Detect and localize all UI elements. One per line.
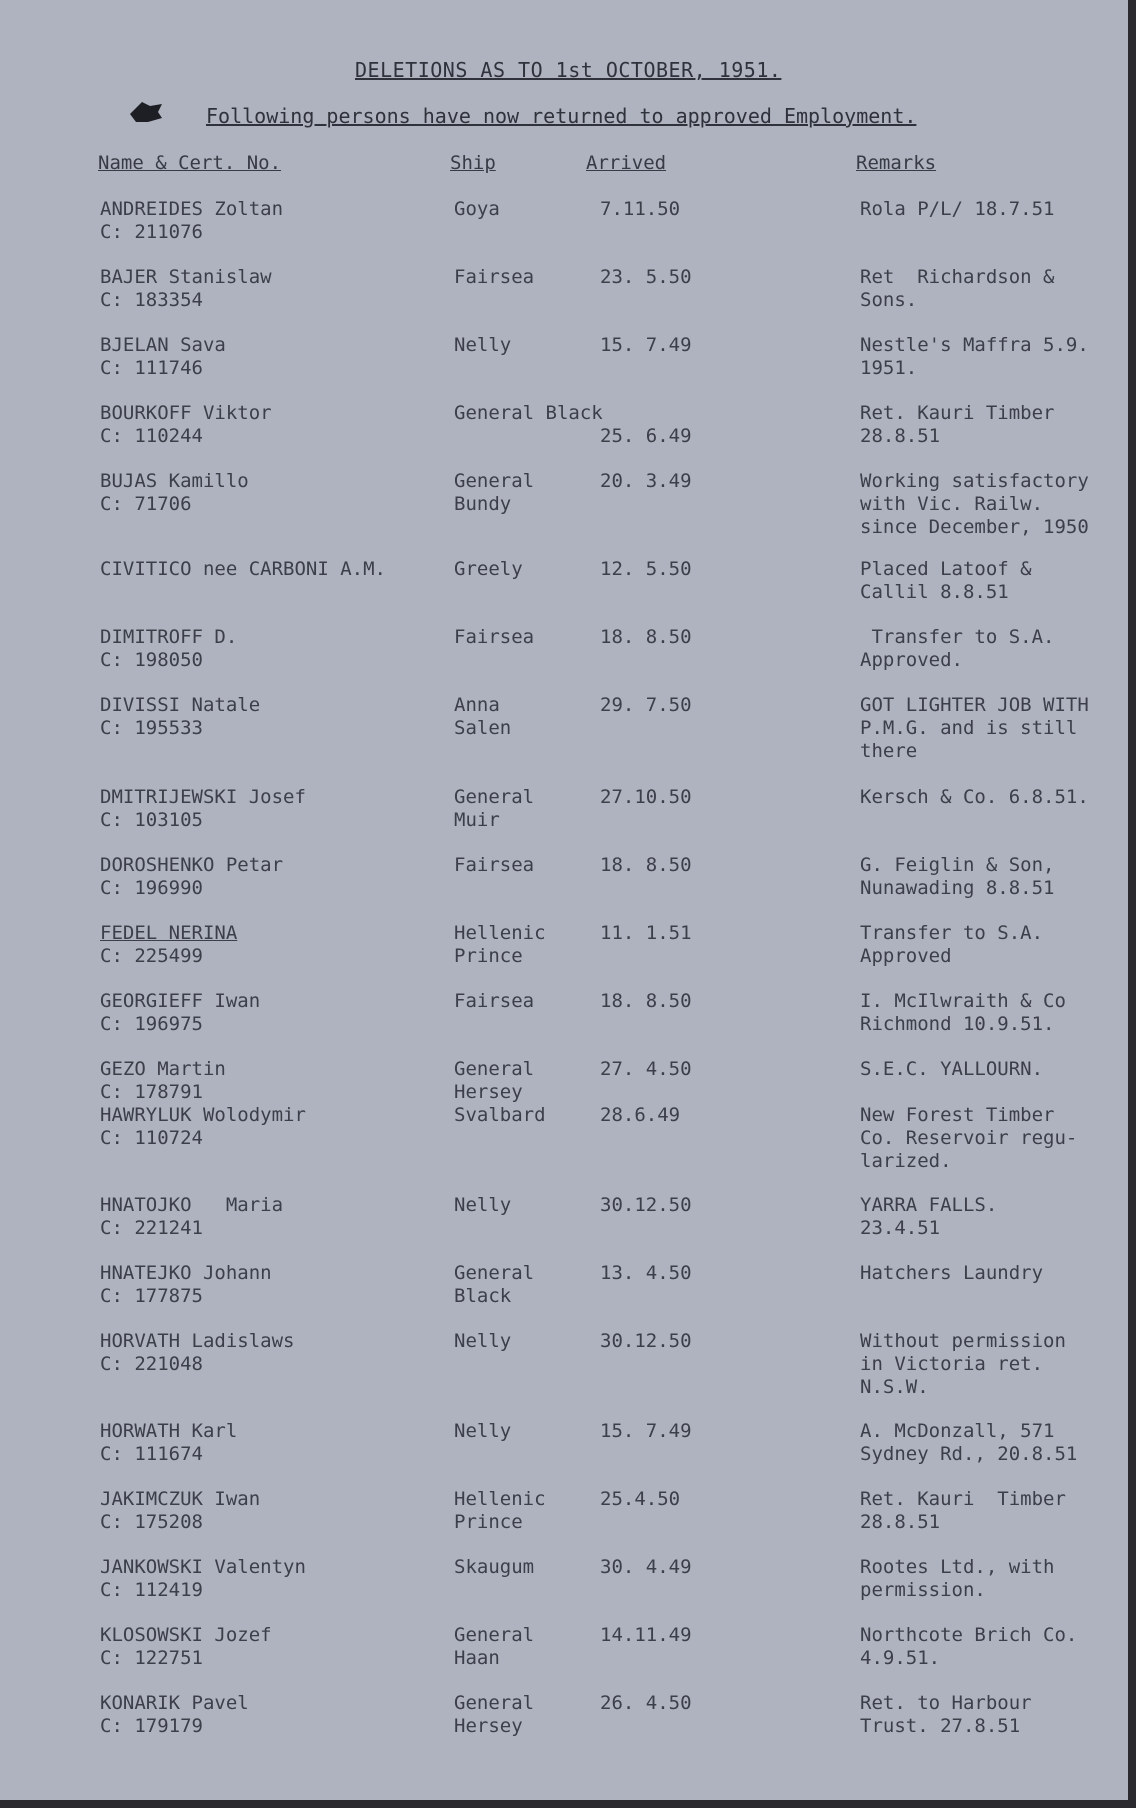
row-name: JANKOWSKI Valentyn (100, 1556, 306, 1578)
row-name: KLOSOWSKI Jozef (100, 1624, 272, 1646)
row-cert: C: 196975 (100, 1013, 203, 1035)
row-cert: C: 221048 (100, 1353, 203, 1375)
row-ship: General Haan (454, 1624, 535, 1669)
row-name: KONARIK Pavel (100, 1692, 249, 1714)
row-cert: C: 196990 (100, 877, 203, 899)
column-header-name: Name & Cert. No. (98, 152, 282, 174)
row-arrived: 11. 1.51 (600, 922, 692, 944)
row-name: HNATOJKO Maria (100, 1194, 284, 1216)
row-name: DOROSHENKO Petar (100, 854, 284, 876)
row-arrived: 28.6.49 (600, 1104, 681, 1126)
row-cert: C: 112419 (100, 1579, 203, 1601)
row-remarks: Rootes Ltd., with permission. (860, 1556, 1055, 1601)
row-remarks: GOT LIGHTER JOB WITH P.M.G. and is still there (860, 694, 1089, 762)
row-remarks: G. Feiglin & Son, Nunawading 8.8.51 (860, 854, 1055, 899)
row-name: HORWATH Karl (100, 1420, 238, 1442)
row-name: BUJAS Kamillo (100, 470, 249, 492)
row-name: DIMITROFF D. (100, 626, 238, 648)
row-remarks: YARRA FALLS. 23.4.51 (860, 1194, 998, 1239)
row-ship: General Hersey (454, 1692, 535, 1737)
row-ship: Nelly (454, 1330, 512, 1352)
row-arrived: 29. 7.50 (600, 694, 692, 716)
row-remarks: Transfer to S.A. Approved. (860, 626, 1055, 671)
document-subtitle: Following persons have now returned to approved Employment. (206, 104, 917, 128)
row-ship: Nelly (454, 334, 512, 356)
row-ship: Fairsea (454, 990, 535, 1012)
row-arrived: 27. 4.50 (600, 1058, 692, 1080)
row-arrived: 18. 8.50 (600, 854, 692, 876)
row-ship: Nelly (454, 1194, 512, 1216)
column-header-arrived: Arrived (586, 152, 667, 174)
row-cert: C: 111746 (100, 357, 203, 379)
row-arrived: 30. 4.49 (600, 1556, 692, 1578)
row-ship: General Hersey (454, 1058, 535, 1103)
row-arrived: 27.10.50 (600, 786, 692, 808)
row-ship: Hellenic Prince (454, 922, 546, 967)
row-remarks: A. McDonzall, 571 Sydney Rd., 20.8.51 (860, 1420, 1078, 1465)
row-arrived: 18. 8.50 (600, 626, 692, 648)
row-cert: C: 179179 (100, 1715, 203, 1737)
row-remarks: Northcote Brich Co. 4.9.51. (860, 1624, 1078, 1669)
row-name: DIVISSI Natale (100, 694, 261, 716)
row-cert: C: 195533 (100, 717, 203, 739)
row-remarks: Ret. Kauri Timber 28.8.51 (860, 402, 1055, 447)
row-cert: C: 178791 (100, 1081, 203, 1103)
row-remarks: Rola P/L/ 18.7.51 (860, 198, 1055, 220)
row-arrived: 14.11.49 (600, 1624, 692, 1646)
row-arrived: 7.11.50 (600, 198, 681, 220)
row-name: DMITRIJEWSKI Josef (100, 786, 306, 808)
row-arrived: 15. 7.49 (600, 1420, 692, 1442)
row-arrived: 23. 5.50 (600, 266, 692, 288)
row-name: BAJER Stanislaw (100, 266, 272, 288)
row-ship: Hellenic Prince (454, 1488, 546, 1533)
row-remarks: New Forest Timber Co. Reservoir regu- larized. (860, 1104, 1078, 1172)
row-name: GEZO Martin (100, 1058, 226, 1080)
row-remarks: Transfer to S.A. Approved (860, 922, 1044, 967)
row-name: FEDEL NERINA (100, 922, 238, 944)
row-name: CIVITICO nee CARBONI A.M. (100, 558, 386, 580)
row-cert: C: 175208 (100, 1511, 203, 1533)
row-cert: C: 111674 (100, 1443, 203, 1465)
row-arrived: 15. 7.49 (600, 334, 692, 356)
row-cert: C: 110724 (100, 1127, 203, 1149)
row-ship: General Muir (454, 786, 535, 831)
row-remarks: Hatchers Laundry (860, 1262, 1044, 1284)
row-remarks: Working satisfactory with Vic. Railw. since December, 1950 (860, 470, 1089, 538)
row-cert: C: 177875 (100, 1285, 203, 1307)
row-cert: C: 122751 (100, 1647, 203, 1669)
row-remarks: Ret. Kauri Timber 28.8.51 (860, 1488, 1066, 1533)
row-arrived: 25.4.50 (600, 1488, 681, 1510)
row-remarks: Ret Richardson & Sons. (860, 266, 1055, 311)
row-ship: Nelly (454, 1420, 512, 1442)
row-remarks: Without permission in Victoria ret. N.S.W. (860, 1330, 1066, 1398)
row-cert: C: 103105 (100, 809, 203, 831)
row-cert: C: 221241 (100, 1217, 203, 1239)
row-ship: General Black (454, 402, 603, 424)
row-cert: C: 71706 (100, 493, 192, 515)
row-name: HAWRYLUK Wolodymir (100, 1104, 306, 1126)
row-arrived: 30.12.50 (600, 1194, 692, 1216)
row-arrived: 25. 6.49 (600, 425, 692, 447)
row-name: HORVATH Ladislaws (100, 1330, 295, 1352)
row-ship: Fairsea (454, 854, 535, 876)
row-ship: Goya (454, 198, 500, 220)
row-ship: Anna Salen (454, 694, 512, 739)
row-remarks: Placed Latoof & Callil 8.8.51 (860, 558, 1032, 603)
row-remarks: Ret. to Harbour Trust. 27.8.51 (860, 1692, 1032, 1737)
row-remarks: S.E.C. YALLOURN. (860, 1058, 1044, 1080)
row-cert: C: 225499 (100, 945, 203, 967)
row-ship: General Black (454, 1262, 535, 1307)
row-arrived: 30.12.50 (600, 1330, 692, 1352)
row-ship: Skaugum (454, 1556, 535, 1578)
row-ship: General Bundy (454, 470, 535, 515)
row-name: JAKIMCZUK Iwan (100, 1488, 261, 1510)
row-cert: C: 198050 (100, 649, 203, 671)
row-ship: Fairsea (454, 626, 535, 648)
row-cert: C: 211076 (100, 221, 203, 243)
row-cert: C: 110244 (100, 425, 203, 447)
row-arrived: 18. 8.50 (600, 990, 692, 1012)
row-name: BOURKOFF Viktor (100, 402, 272, 424)
row-name: BJELAN Sava (100, 334, 226, 356)
row-remarks: Kersch & Co. 6.8.51. (860, 786, 1089, 808)
document-title: DELETIONS AS TO 1st OCTOBER, 1951. (355, 58, 782, 82)
row-name: GEORGIEFF Iwan (100, 990, 261, 1012)
row-name: ANDREIDES Zoltan (100, 198, 284, 220)
row-arrived: 26. 4.50 (600, 1692, 692, 1714)
row-arrived: 20. 3.49 (600, 470, 692, 492)
hand-pointer-icon (128, 98, 164, 126)
row-remarks: I. McIlwraith & Co Richmond 10.9.51. (860, 990, 1066, 1035)
row-arrived: 13. 4.50 (600, 1262, 692, 1284)
row-cert: C: 183354 (100, 289, 203, 311)
row-ship: Greely (454, 558, 523, 580)
row-name: HNATEJKO Johann (100, 1262, 272, 1284)
row-remarks: Nestle's Maffra 5.9. 1951. (860, 334, 1089, 379)
column-header-remarks: Remarks (856, 152, 937, 174)
row-ship: Fairsea (454, 266, 535, 288)
row-arrived: 12. 5.50 (600, 558, 692, 580)
column-header-ship: Ship (450, 152, 496, 174)
row-ship: Svalbard (454, 1104, 546, 1126)
